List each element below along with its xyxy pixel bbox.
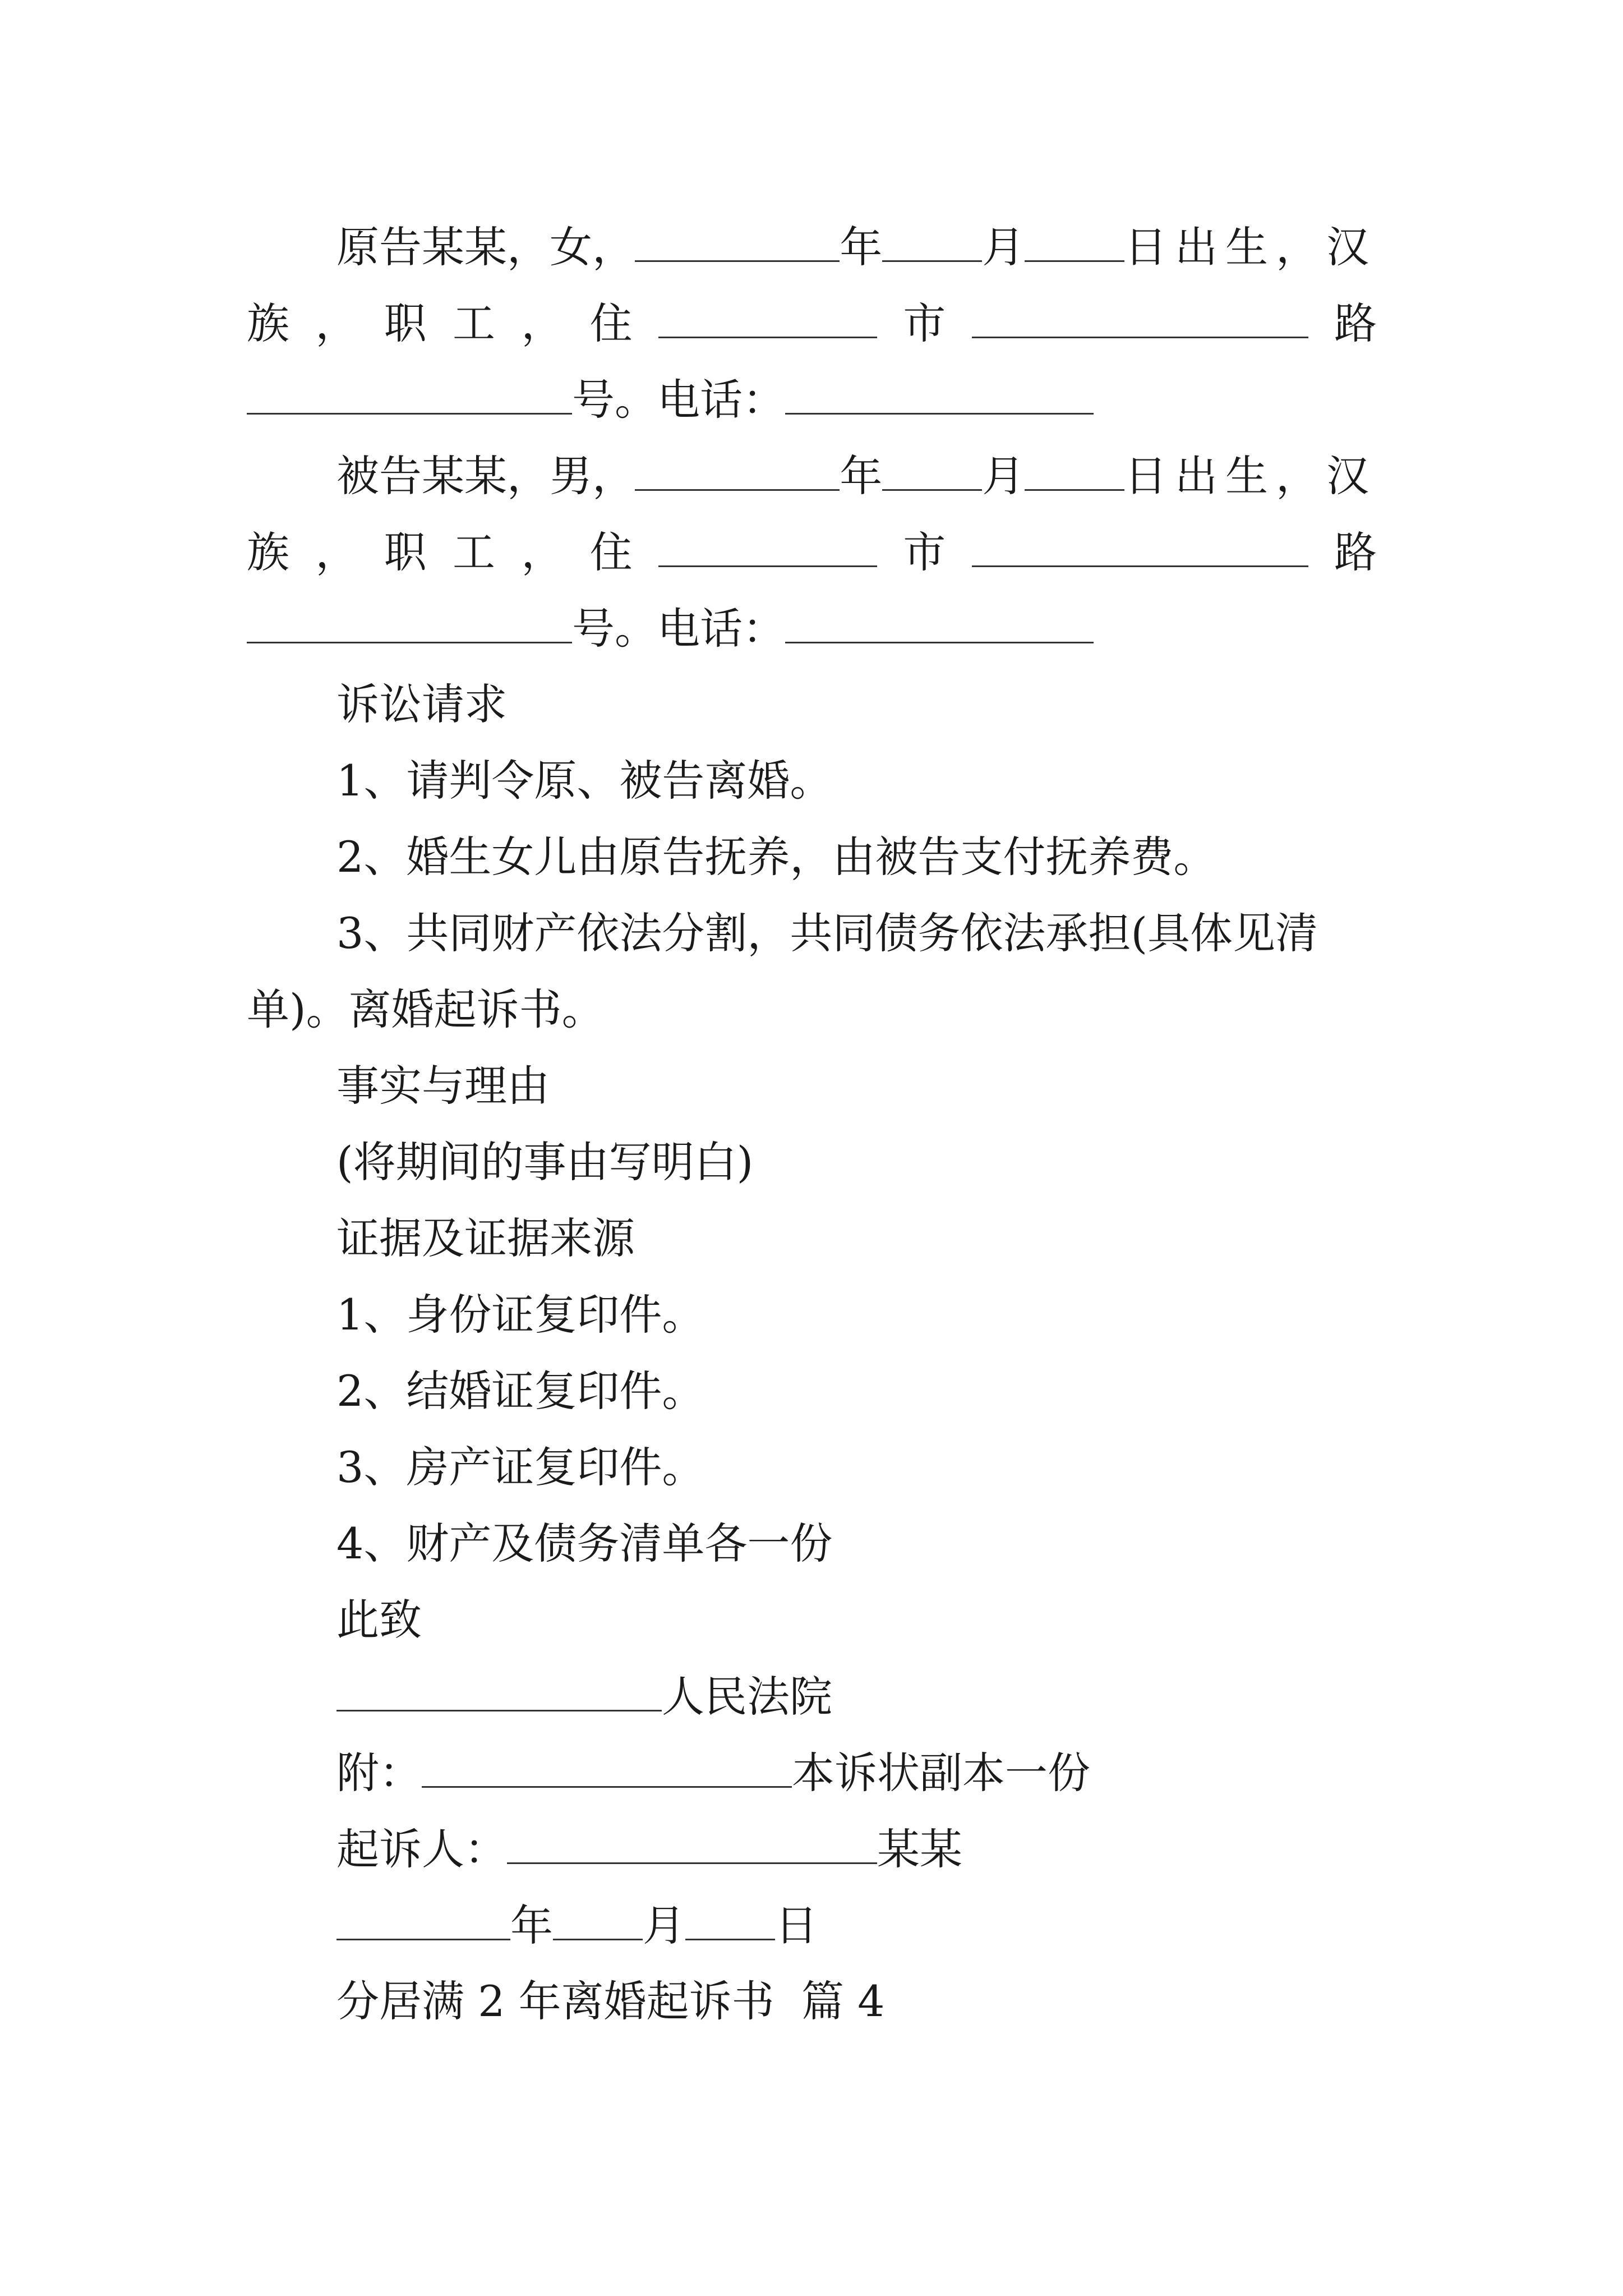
facts-note: (将期间的事由写明白) — [336, 1137, 754, 1187]
defendant-birth-year-blank[interactable] — [635, 438, 840, 491]
facts-heading: 事实与理由 — [336, 1061, 550, 1111]
signer-label: 起诉人： — [336, 1824, 507, 1874]
attachment-label: 附： — [336, 1748, 422, 1798]
defendant-year-label: 年 — [840, 451, 883, 501]
defendant-road-blank[interactable] — [972, 514, 1308, 567]
defendant-city-blank[interactable] — [658, 514, 877, 567]
attachment-line — [336, 1734, 1377, 1811]
date-day-label: 日 — [775, 1901, 818, 1950]
court-name-blank[interactable] — [336, 1658, 662, 1711]
defendant-number-blank[interactable] — [247, 590, 572, 643]
date-year-label: 年 — [510, 1901, 553, 1950]
defendant-label: 被告某某，男， — [336, 451, 635, 501]
defendant-birth-month-blank[interactable] — [882, 438, 982, 491]
plaintiff-birth-year-blank[interactable] — [635, 209, 840, 262]
plaintiff-line-1 — [336, 209, 1377, 285]
defendant-birth-day-blank[interactable] — [1025, 438, 1124, 491]
date-year-blank[interactable] — [336, 1887, 510, 1940]
plaintiff-label: 原告某某，女， — [336, 222, 635, 272]
court-label: 人民法院 — [662, 1672, 832, 1722]
plaintiff-occupation-2: 工 — [452, 298, 495, 348]
evidence-item-3: 3、房产证复印件。 — [336, 1442, 705, 1492]
signer-blank[interactable] — [507, 1811, 877, 1864]
defendant-residence-label: 住 — [589, 527, 633, 577]
plaintiff-city-label: 市 — [903, 298, 946, 348]
evidence-item-2: 2、结婚证复印件。 — [336, 1366, 705, 1416]
defendant-line-2 — [247, 514, 1377, 590]
plaintiff-comma-1: ， — [315, 298, 358, 348]
claims-heading: 诉讼请求 — [336, 679, 507, 729]
court-line — [336, 1658, 1377, 1734]
defendant-phone-label: 号。电话： — [572, 604, 785, 654]
plaintiff-city-blank[interactable] — [658, 285, 877, 338]
plaintiff-road-blank[interactable] — [972, 285, 1308, 338]
attachment-text: 本诉状副本一份 — [792, 1748, 1090, 1798]
defendant-road-label: 路 — [1334, 527, 1377, 577]
defendant-ethnicity: 族 — [247, 527, 289, 577]
evidence-item-4: 4、财产及债务清单各一份 — [336, 1519, 833, 1568]
plaintiff-ethnicity: 族 — [247, 298, 289, 348]
signer-name: 某某 — [877, 1824, 962, 1874]
plaintiff-birth-day-blank[interactable] — [1025, 209, 1124, 262]
plaintiff-phone-label: 号。电话： — [572, 375, 785, 425]
claim-item-3: 3、共同财产依法分割，共同债务依法承担(具体见清 — [336, 908, 1318, 958]
defendant-month-label: 月 — [982, 451, 1025, 501]
defendant-line-1 — [336, 438, 1377, 514]
plaintiff-birth-month-blank[interactable] — [882, 209, 982, 262]
plaintiff-occupation-1: 职 — [384, 298, 427, 348]
date-month-label: 月 — [643, 1901, 685, 1950]
plaintiff-road-label: 路 — [1334, 298, 1377, 348]
plaintiff-month-label: 月 — [982, 222, 1025, 272]
claim-item-1: 1、请判令原、被告离婚。 — [336, 756, 833, 806]
date-month-blank[interactable] — [553, 1887, 643, 1940]
plaintiff-phone-blank[interactable] — [785, 361, 1094, 415]
defendant-city-label: 市 — [903, 527, 946, 577]
plaintiff-birth-suffix: 日出生，汉 — [1124, 222, 1377, 272]
evidence-item-1: 1、身份证复印件。 — [336, 1290, 705, 1340]
defendant-occupation-2: 工 — [452, 527, 495, 577]
defendant-occupation-1: 职 — [384, 527, 427, 577]
plaintiff-number-blank[interactable] — [247, 361, 572, 415]
evidence-heading: 证据及证据来源 — [336, 1213, 635, 1263]
defendant-birth-suffix: 日出生，汉 — [1124, 451, 1377, 501]
plaintiff-comma-2: ， — [521, 298, 564, 348]
claim-item-2: 2、婚生女儿由原告抚养，由被告支付抚养费。 — [336, 832, 1216, 882]
defendant-phone-blank[interactable] — [785, 590, 1094, 643]
plaintiff-residence-label: 住 — [589, 298, 633, 348]
signer-line — [336, 1811, 1377, 1887]
plaintiff-line-3 — [247, 361, 1377, 438]
next-section-title: 分居满 2 年离婚起诉书 篇 4 — [336, 1976, 885, 2026]
date-day-blank[interactable] — [685, 1887, 775, 1940]
salutation: 此致 — [336, 1595, 422, 1645]
defendant-line-3 — [247, 590, 1377, 666]
date-line — [336, 1887, 1377, 1963]
defendant-comma-2: ， — [521, 527, 564, 577]
plaintiff-line-2 — [247, 285, 1377, 361]
defendant-comma-1: ， — [315, 527, 358, 577]
plaintiff-year-label: 年 — [840, 222, 883, 272]
claim-item-3-continued: 单)。离婚起诉书。 — [247, 984, 605, 1034]
attachment-blank[interactable] — [422, 1734, 792, 1788]
